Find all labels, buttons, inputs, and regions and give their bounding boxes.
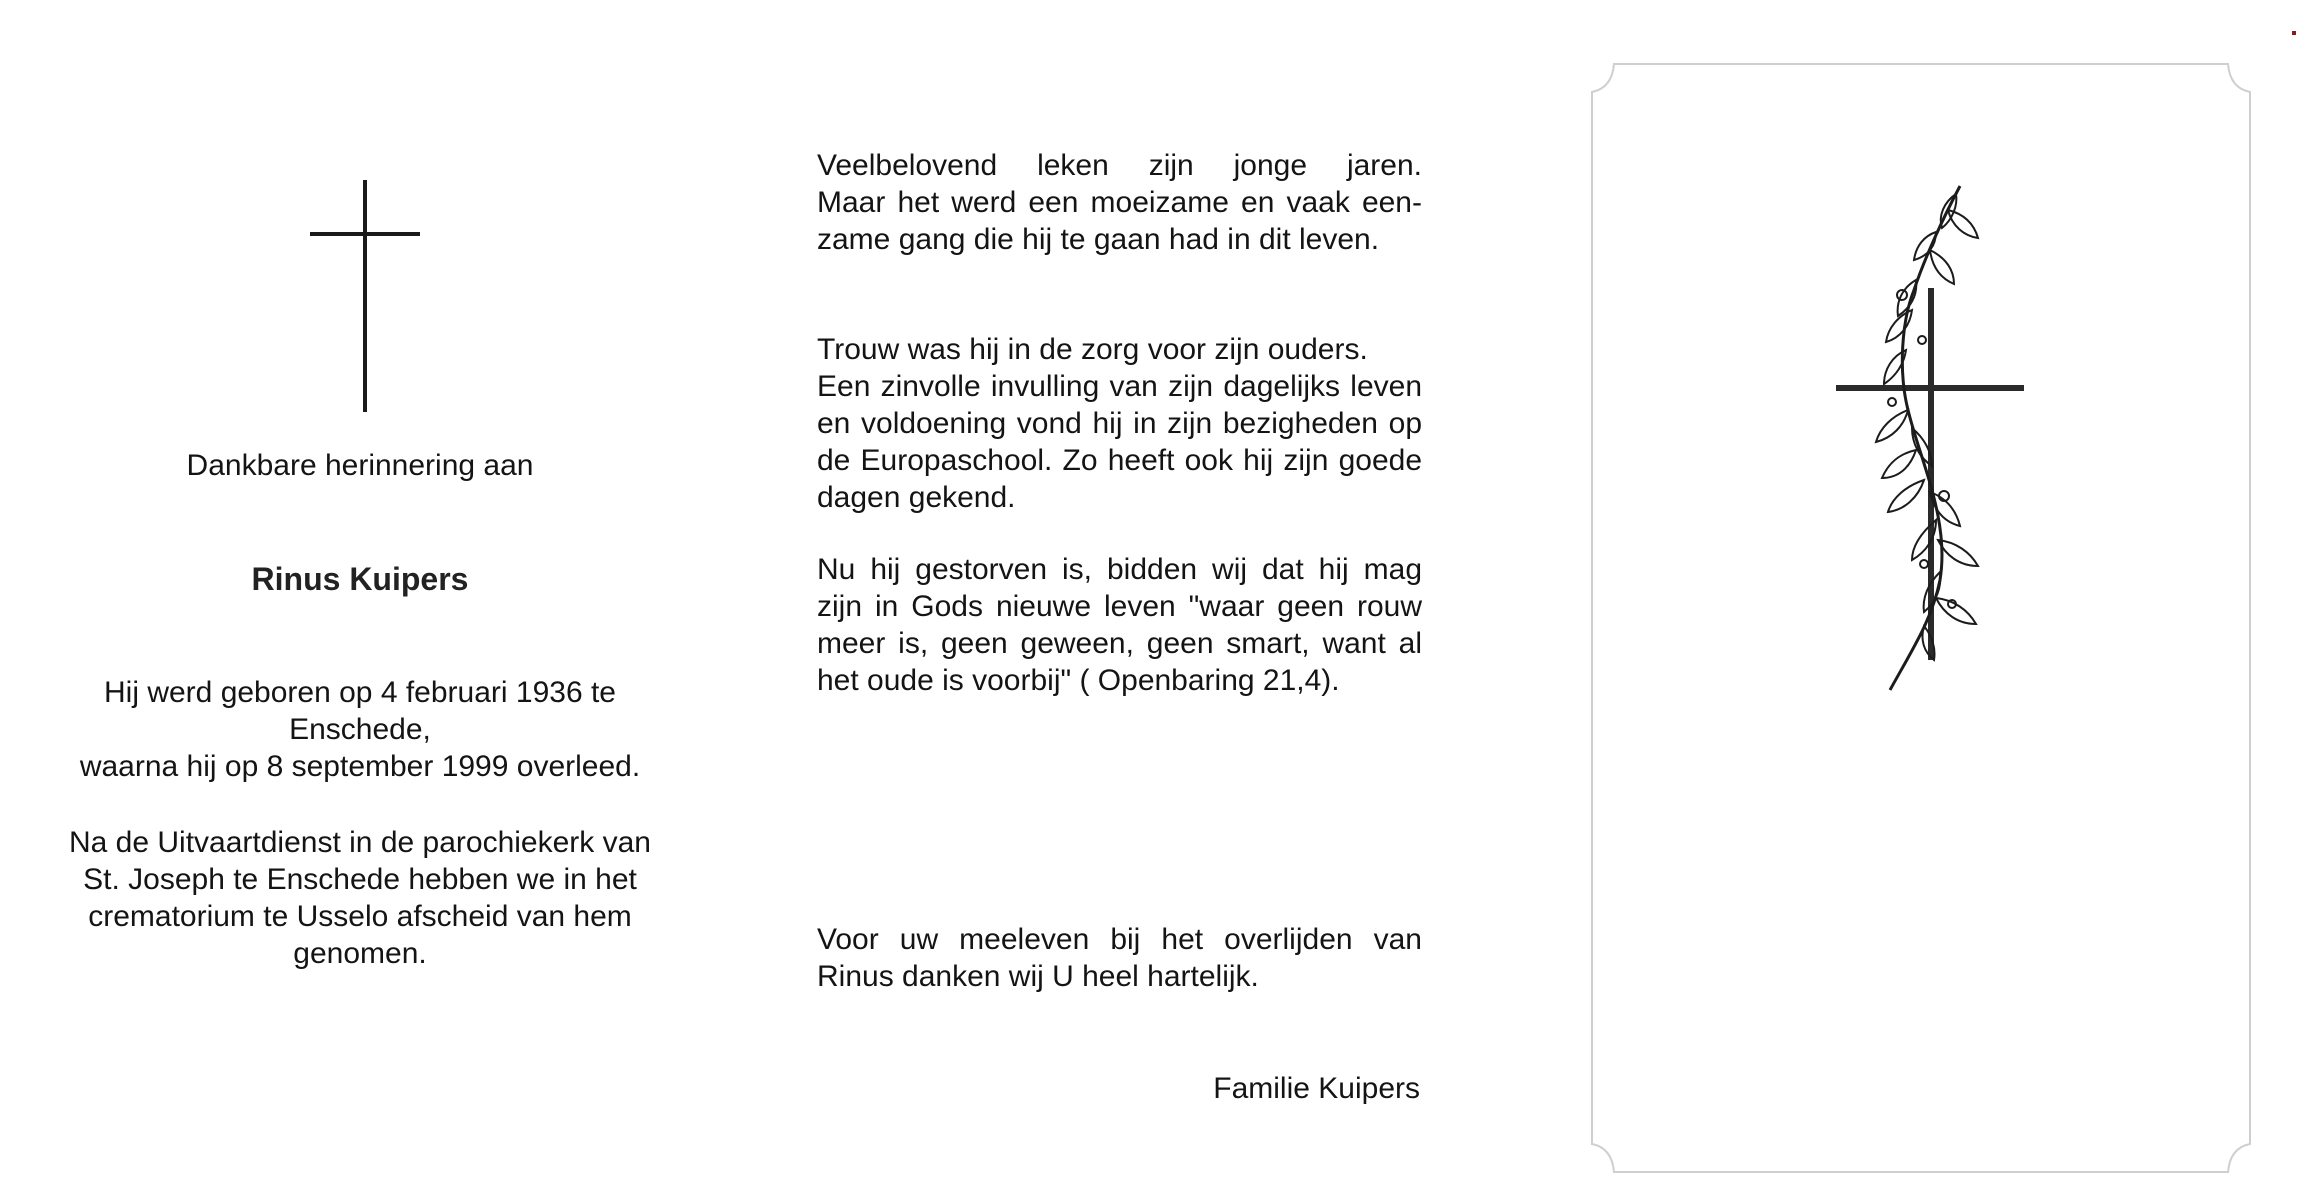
service-line: genomen.: [293, 937, 427, 970]
deceased-name: Rinus Kuipers: [251, 561, 469, 597]
text-line: dagen gekend.: [817, 481, 1016, 514]
paragraph-prayer: [817, 551, 1422, 699]
text-line: Een zinvolle invulling van zijn dagelijks leven: [817, 370, 1422, 403]
service-line: crematorium te Usselo afscheid van hem: [88, 900, 632, 933]
paragraph-youth: [817, 147, 1422, 258]
family-signature: Familie Kuipers: [1213, 1072, 1420, 1105]
text-line: het oude is voorbij" ( Openbaring 21,4).: [817, 664, 1340, 697]
memorial-intro: Dankbare herinnering aan: [186, 449, 534, 482]
bio-line: waarna hij op 8 september 1999 overleed.: [79, 750, 641, 783]
bio-line: Hij werd geboren op 4 februari 1936 te: [104, 676, 616, 709]
text-line: Maar het werd een moeizame en vaak een-: [817, 186, 1422, 219]
text-line: Nu hij gestorven is, bidden wij dat hij mag: [817, 553, 1422, 586]
biography: [40, 674, 680, 785]
text-line: Trouw was hij in de zorg voor zijn ouders.: [817, 333, 1368, 366]
bio-line: Enschede,: [289, 713, 431, 746]
text-line: Veelbelovend leken zijn jonge jaren.: [817, 149, 1422, 182]
paragraph-devotion: [817, 331, 1422, 516]
text-line: zame gang die hij te gaan had in dit leven.: [817, 223, 1380, 256]
funeral-service-text: [40, 824, 680, 972]
latin-cross-icon: [310, 180, 420, 412]
text-line: Rinus danken wij U heel hartelijk.: [817, 960, 1259, 993]
text-line: zijn in Gods nieuwe leven "waar geen rouw: [817, 590, 1422, 623]
service-line: Na de Uitvaartdienst in de parochiekerk van: [69, 826, 651, 859]
cross-with-olive-branch-icon: [1832, 180, 2032, 700]
text-line: en voldoening vond hij in zijn bezigheden op: [817, 407, 1422, 440]
service-line: St. Joseph te Enschede hebben we in het: [83, 863, 637, 896]
scan-corner-mark: [2292, 22, 2296, 26]
scan-edge-line: [0, 1192, 2304, 1194]
text-line: meer is, geen geween, geen smart, want al: [817, 627, 1422, 660]
text-line: Voor uw meeleven bij het overlijden van: [817, 923, 1422, 956]
text-line: de Europaschool. Zo heeft ook hij zijn goede: [817, 444, 1422, 477]
paragraph-thanks: [817, 921, 1422, 995]
